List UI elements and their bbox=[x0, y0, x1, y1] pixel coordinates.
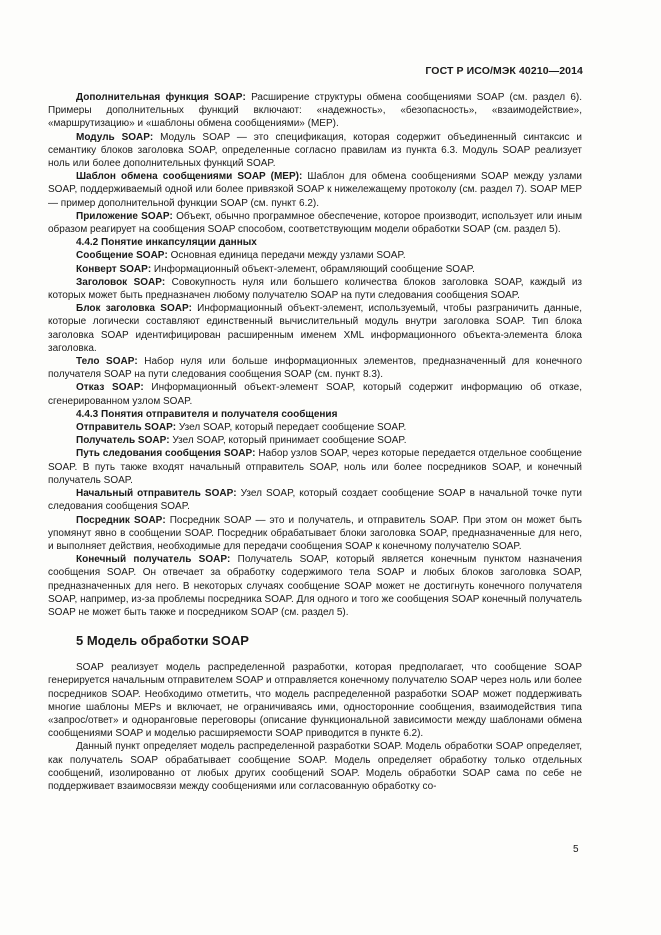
term: Модуль SOAP: bbox=[76, 131, 154, 143]
definition: Модуль SOAP — это спецификация, которая содержит объединенный синтаксис и семантику блоков заголовка SOAP, определенные согласно правилам из пункта 6.3. Модуль SOAP реализует ноль или более дополнительных функций SOAP. bbox=[48, 131, 582, 170]
term: Путь следования сообщения SOAP: bbox=[76, 448, 256, 460]
paragraph bbox=[48, 302, 582, 355]
paragraph bbox=[48, 487, 582, 513]
term: Заголовок SOAP: bbox=[76, 276, 166, 288]
subsection-heading: 4.4.3 Понятия отправителя и получателя сообщения bbox=[76, 408, 338, 420]
paragraph bbox=[48, 514, 582, 554]
term: Отказ SOAP: bbox=[76, 382, 144, 394]
page-body bbox=[48, 91, 582, 793]
term: Конверт SOAP: bbox=[76, 263, 152, 275]
definition: Информационный объект-элемент SOAP, который содержит информацию об отказе, сгенерированном узлом SOAP. bbox=[48, 382, 582, 407]
paragraph: Данный пункт определяет модель распределенной разработки SOAP. Модель обработки SOAP определяет, как получатель SOAP обрабатывает сообщение SOAP. Модель определяет обработку только отдельных сообщений, изолированно от любых других сообщений SOAP. Модель обработки SOAP сама по себе не поддерживает взаимосвязи между сообщениями или согласованную обработку со- bbox=[48, 741, 582, 792]
term: Шаблон обмена сообщениями SOAP (MEP): bbox=[76, 171, 303, 183]
term: Приложение SOAP: bbox=[76, 210, 173, 222]
term: Дополнительная функция SOAP: bbox=[76, 92, 246, 103]
definition: Объект, обычно программное обеспечение, которое производит, использует или иным образом реагирует на сообщения SOAP способом, соответствующим модели обработки SOAP (см. раздел 5). bbox=[48, 210, 582, 236]
definition: Посредник SOAP — это и получатель, и отправитель SOAP. При этом он может быть упомянут явно в сообщении SOAP. Посредник обрабатывает блоки заголовка SOAP, предназначенные для него, и выполняет действия, необходимые для передачи сообщения SOAP к конечному получателю SOAP. bbox=[48, 514, 582, 552]
definition: Информационный объект-элемент, обрамляющий сообщение SOAP. bbox=[151, 263, 475, 275]
term: Блок заголовка SOAP: bbox=[76, 303, 192, 315]
subsection-heading: 4.4.2 Понятие инкапсуляции данных bbox=[76, 237, 257, 249]
term: Конечный получатель SOAP: bbox=[76, 554, 231, 566]
running-header: ГОСТ Р ИСО/МЭК 40210—2014 bbox=[425, 65, 583, 77]
definition: Совокупность нуля или большего количества блоков заголовка SOAP, каждый из которых может быть предназначен любому получателю SOAP на пути следования сообщения SOAP. bbox=[48, 276, 582, 302]
paragraph bbox=[48, 355, 582, 381]
definition: Информационный объект-элемент, используемый, чтобы разграничить данные, которые логически составляют единственный вычислительный модуль внутри заголовка SOAP. Тип блока заголовка SOAP идентифицирован расширенным именем XML информационного объекта-элемента блока заголовка. bbox=[48, 303, 582, 354]
definition: Узел SOAP, который передает сообщение SOAP. bbox=[176, 422, 407, 434]
definition: Узел SOAP, который создает сообщение SOAP в начальной точке пути следования сообщения SOAP. bbox=[48, 488, 582, 513]
page-number: 5 bbox=[573, 844, 579, 855]
term: Посредник SOAP: bbox=[76, 514, 166, 526]
definition: Набор узлов SOAP, через которые передается отдельное сообщение SOAP. В путь также входят начальный отправитель SOAP, ноль или более посредников SOAP, и конечный получатель SOAP. bbox=[48, 448, 582, 486]
paragraph bbox=[48, 276, 582, 302]
paragraph bbox=[48, 447, 582, 487]
definition: Набор нуля или больше информационных элементов, предназначенный для конечного получателя SOAP на пути следования сообщения SOAP (см. пункт 8.3). bbox=[48, 356, 583, 381]
paragraph bbox=[48, 381, 582, 407]
section-heading: 5 Модель обработки SOAP bbox=[76, 633, 249, 649]
term: Отправитель SOAP: bbox=[76, 422, 177, 434]
term: Тело SOAP: bbox=[76, 356, 138, 368]
paragraph bbox=[48, 434, 582, 447]
paragraph bbox=[48, 210, 582, 236]
term: Получатель SOAP: bbox=[76, 435, 170, 447]
paragraph bbox=[48, 263, 582, 276]
term: Сообщение SOAP: bbox=[76, 250, 168, 262]
definition: Получатель SOAP, который является конечным пунктом назначения сообщения SOAP. Он отвечает за обработку содержимого тела SOAP и любых блоков заголовка SOAP, предназначенных для него. В некоторых случаях сообщение SOAP может не достигнуть конечного получателя SOAP, например, из-за проблемы посредника SOAP. Для одного и того же сообщения SOAP конечный получатель SOAP не может быть также и посредником SOAP (см. раздел 5). bbox=[48, 554, 582, 618]
paragraph bbox=[48, 553, 582, 619]
paragraph bbox=[48, 249, 582, 262]
definition: Основная единица передачи между узлами SOAP. bbox=[167, 250, 406, 262]
paragraph: SOAP реализует модель распределенной разработки, которая предполагает, что сообщение SOAP генерируется начальным отправителем SOAP и отправляется конечному получателю SOAP через ноль или более посредников SOAP. Необходимо отметить, что модель распределенной разработки SOAP может поддерживать многие шаблоны MEPs и включает, не ограничиваясь ими, односторонние сообщения, взаимодействия типа «запрос/ответ» и одноранговые переговоры (описание функциональной зависимости между шаблонами обмена сообщениями SOAP и моделью расширяемости SOAP приводится в пункте 6.2). bbox=[48, 662, 582, 740]
paragraph bbox=[48, 91, 582, 131]
term: Начальный отправитель SOAP: bbox=[76, 488, 237, 500]
paragraph bbox=[48, 131, 582, 171]
paragraph bbox=[48, 170, 582, 210]
definition: Узел SOAP, который принимает сообщение SOAP. bbox=[169, 435, 407, 447]
definition: Расширение структуры обмена сообщениями SOAP (см. раздел 6). Примеры дополнительных функций включают: «надежность», «безопасность», «взаимодействие», «маршрутизацию» и «шаблоны обмена сообщениями» (MEP). bbox=[48, 92, 582, 130]
definition: Шаблон для обмена сообщениями SOAP между узлами SOAP, поддерживаемый одной или более привязкой SOAP к нижележащему протоколу (см. раздел 7). SOAP MEP — пример дополнительной функции SOAP (см. пункт 6.2). bbox=[48, 171, 582, 209]
paragraph bbox=[48, 421, 582, 434]
